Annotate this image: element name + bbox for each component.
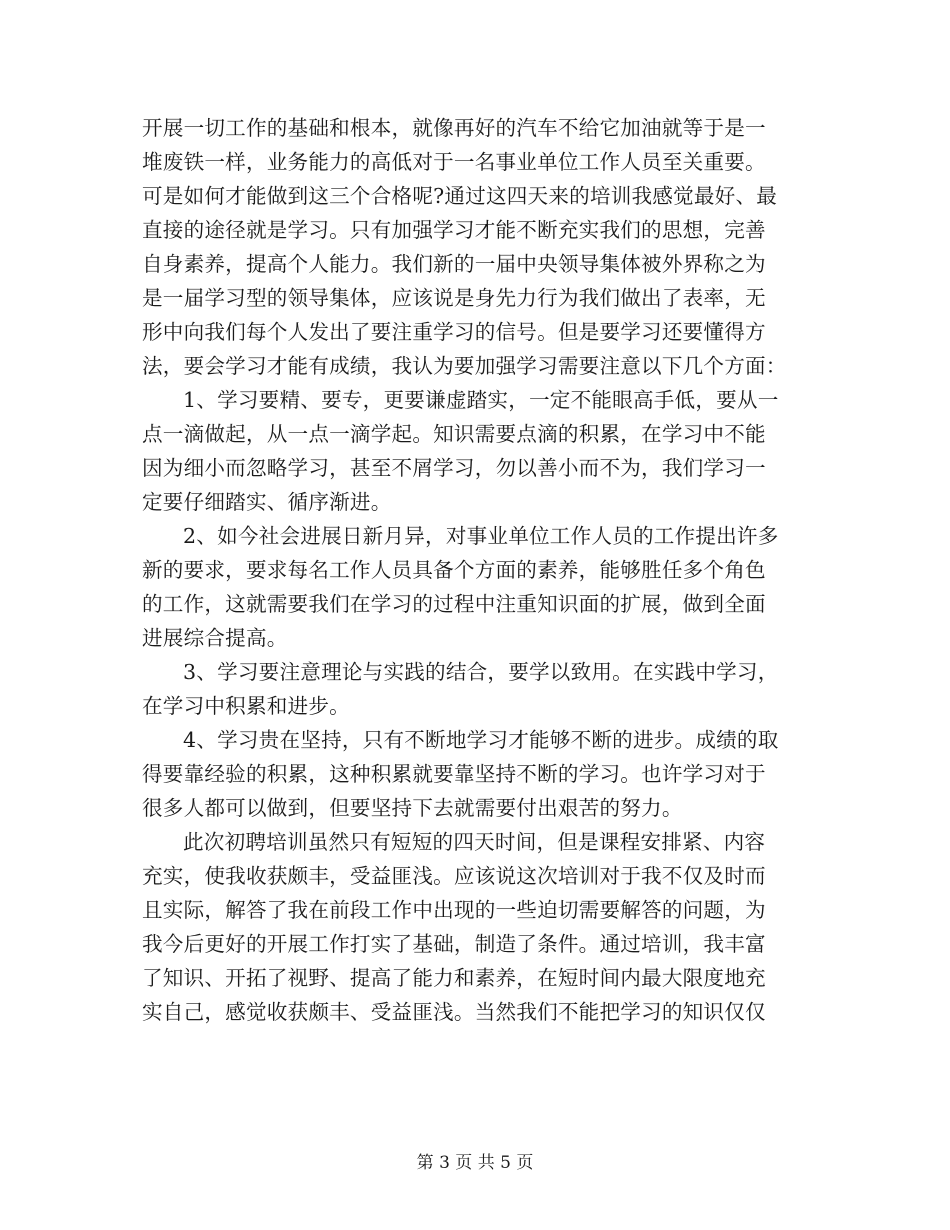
text-line: 充实，使我收获颇丰，受益匪浅。应该说这次培训对于我不仅及时而 [142,864,766,888]
text-line: 实自己，感觉收获颇丰、受益匪浅。当然我们不能把学习的知识仅仅 [142,1000,766,1024]
text-line: 我今后更好的开展工作打实了基础，制造了条件。通过培训，我丰富 [142,932,766,956]
text-line: 且实际，解答了我在前段工作中出现的一些迫切需要解答的问题，为 [142,898,766,922]
text-line: 的工作，这就需要我们在学习的过程中注重知识面的扩展，做到全面 [142,592,766,616]
text-line: 可是如何才能做到这三个合格呢?通过这四天来的培训我感觉最好、最 [142,184,778,208]
text-line: 因为细小而忽略学习，甚至不屑学习，勿以善小而不为，我们学习一 [142,456,766,480]
document-body [142,111,807,1029]
text-line: 进展综合提高。 [142,626,288,650]
text-line: 开展一切工作的基础和根本，就像再好的汽车不给它加油就等于是一 [142,116,766,140]
text-line: 2、如今社会进展日新月异，对事业单位工作人员的工作提出许多 [183,524,779,548]
text-line: 在学习中积累和进步。 [142,694,350,718]
text-line: 形中向我们每个人发出了要注重学习的信号。但是要学习还要懂得方 [142,320,766,344]
text-line: 堆废铁一样，业务能力的高低对于一名事业单位工作人员至关重要。 [142,150,766,174]
text-line: 点一滴做起，从一点一滴学起。知识需要点滴的积累，在学习中不能 [142,422,766,446]
text-line: 是一届学习型的领导集体，应该说是身先力行为我们做出了表率，无 [142,286,766,310]
text-line: 法，要会学习才能有成绩，我认为要加强学习需要注意以下几个方面： [142,354,787,378]
text-line: 此次初聘培训虽然只有短短的四天时间，但是课程安排紧、内容 [183,830,766,854]
text-line: 3、学习要注意理论与实践的结合，要学以致用。在实践中学习， [183,660,779,684]
text-line: 了知识、开拓了视野、提高了能力和素养，在短时间内最大限度地充 [142,966,766,990]
page-number-footer: 第 3 页 共 5 页 [416,1153,534,1173]
text-line: 1、学习要精、要专，更要谦虚踏实，一定不能眼高手低，要从一 [183,388,779,412]
text-line: 定要仔细踏实、循序渐进。 [142,490,392,514]
text-line: 直接的途径就是学习。只有加强学习才能不断充实我们的思想，完善 [142,218,766,242]
text-line: 新的要求，要求每名工作人员具备个方面的素养，能够胜任多个角色 [142,558,766,582]
text-line: 自身素养，提高个人能力。我们新的一届中央领导集体被外界称之为 [142,252,766,276]
text-line: 4、学习贵在坚持，只有不断地学习才能够不断的进步。成绩的取 [183,728,779,752]
text-line: 很多人都可以做到，但要坚持下去就需要付出艰苦的努力。 [142,796,683,820]
text-line: 得要靠经验的积累，这种积累就要靠坚持不断的学习。也许学习对于 [142,762,766,786]
